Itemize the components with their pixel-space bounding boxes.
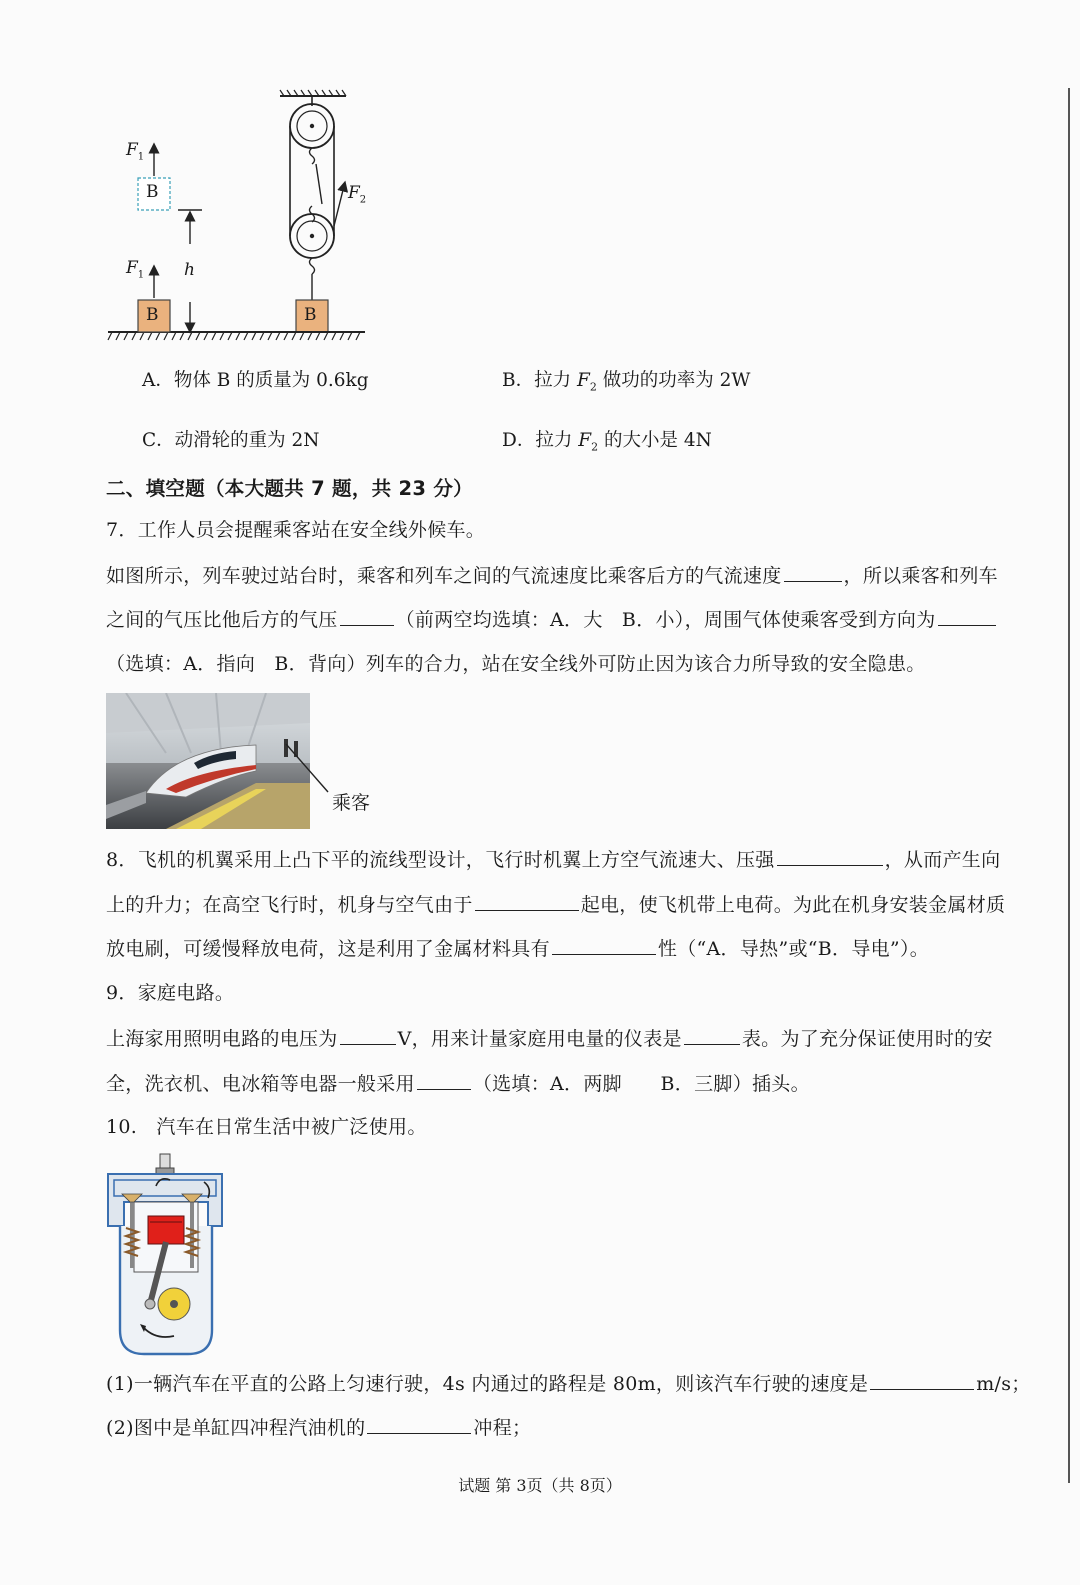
blank[interactable] <box>684 1026 740 1045</box>
blank[interactable] <box>784 563 842 582</box>
label-f1-bottom: $F_1$ <box>126 258 145 281</box>
q10-stem: 10. 汽车在日常生活中被广泛使用。 <box>106 1116 427 1138</box>
blank[interactable] <box>340 1026 396 1045</box>
page-edge-line <box>1068 88 1070 1483</box>
label-b-left: B <box>146 305 159 325</box>
q10-part2: (2)图中是单缸四冲程汽油机的 冲程； <box>106 1417 532 1439</box>
option-d: D．拉力 $F_2$ 的大小是 4N <box>502 430 712 454</box>
blank[interactable] <box>475 892 579 911</box>
engine-figure <box>104 1150 228 1360</box>
q7-line2: 之间的气压比他后方的气压 （前两空均选填：A．大 B．小），周围气体使乘客受到方向为 <box>106 607 998 632</box>
q9-line1: 上海家用照明电路的电压为 V，用来计量家庭用电量的仪表是 表。为了充分保证使用时的安 <box>106 1028 993 1050</box>
q7-line3: （选填：A．指向 B．背向）列车的合力，站在安全线外可防止因为该合力所导致的安全隐患。 <box>106 653 926 675</box>
photo-caption: 乘客 <box>332 792 371 814</box>
blank[interactable] <box>552 936 656 955</box>
blank[interactable] <box>367 1415 471 1434</box>
q8-line3: 放电刷，可缓慢释放电荷，这是利用了金属材料具有 性（“A．导热”或“B．导电”）。 <box>106 938 930 960</box>
pulley-figure <box>100 86 380 346</box>
blank[interactable] <box>870 1371 974 1390</box>
q8-line1: 8．飞机的机翼采用上凸下平的流线型设计，飞行时机翼上方空气流速大、压强 ，从而产生向 <box>106 849 1001 871</box>
label-h: h <box>184 260 195 280</box>
blank[interactable] <box>340 607 394 626</box>
option-c: C．动滑轮的重为 2N <box>142 430 320 451</box>
page-footer: 试题 第 3页（共 8页） <box>458 1476 622 1495</box>
blank[interactable] <box>938 607 996 626</box>
label-b-dashed: B <box>146 182 159 202</box>
q10-part1: (1)一辆汽车在平直的公路上匀速行驶，4s 内通过的路程是 80m，则该汽车行驶的速度是 m/s； <box>106 1373 1031 1395</box>
q9-line2: 全，洗衣机、电冰箱等电器一般采用 （选填：A．两脚 B．三脚）插头。 <box>106 1073 810 1095</box>
label-b-right: B <box>304 305 317 325</box>
blank[interactable] <box>777 847 883 866</box>
blank[interactable] <box>417 1071 471 1090</box>
section-heading: 二、填空题（本大题共 7 题，共 23 分） <box>106 477 473 500</box>
caption-pointer <box>280 740 340 800</box>
option-b: B．拉力 $F_2$ 做功的功率为 2W <box>502 370 751 394</box>
option-a: A．物体 B 的质量为 0.6kg <box>142 370 369 391</box>
q9-stem: 9．家庭电路。 <box>106 982 235 1004</box>
label-f1-top: $F_1$ <box>126 140 145 163</box>
q8-line2: 上的升力；在高空飞行时，机身与空气由于 起电，使飞机带上电荷。为此在机身安装金属材质 <box>106 894 1006 916</box>
label-f2: $F_2$ <box>348 183 367 206</box>
q7-line1: 如图所示，列车驶过站台时，乘客和列车之间的气流速度比乘客后方的气流速度 ，所以乘客和列车 <box>106 565 998 587</box>
q7-stem: 7．工作人员会提醒乘客站在安全线外候车。 <box>106 519 486 541</box>
